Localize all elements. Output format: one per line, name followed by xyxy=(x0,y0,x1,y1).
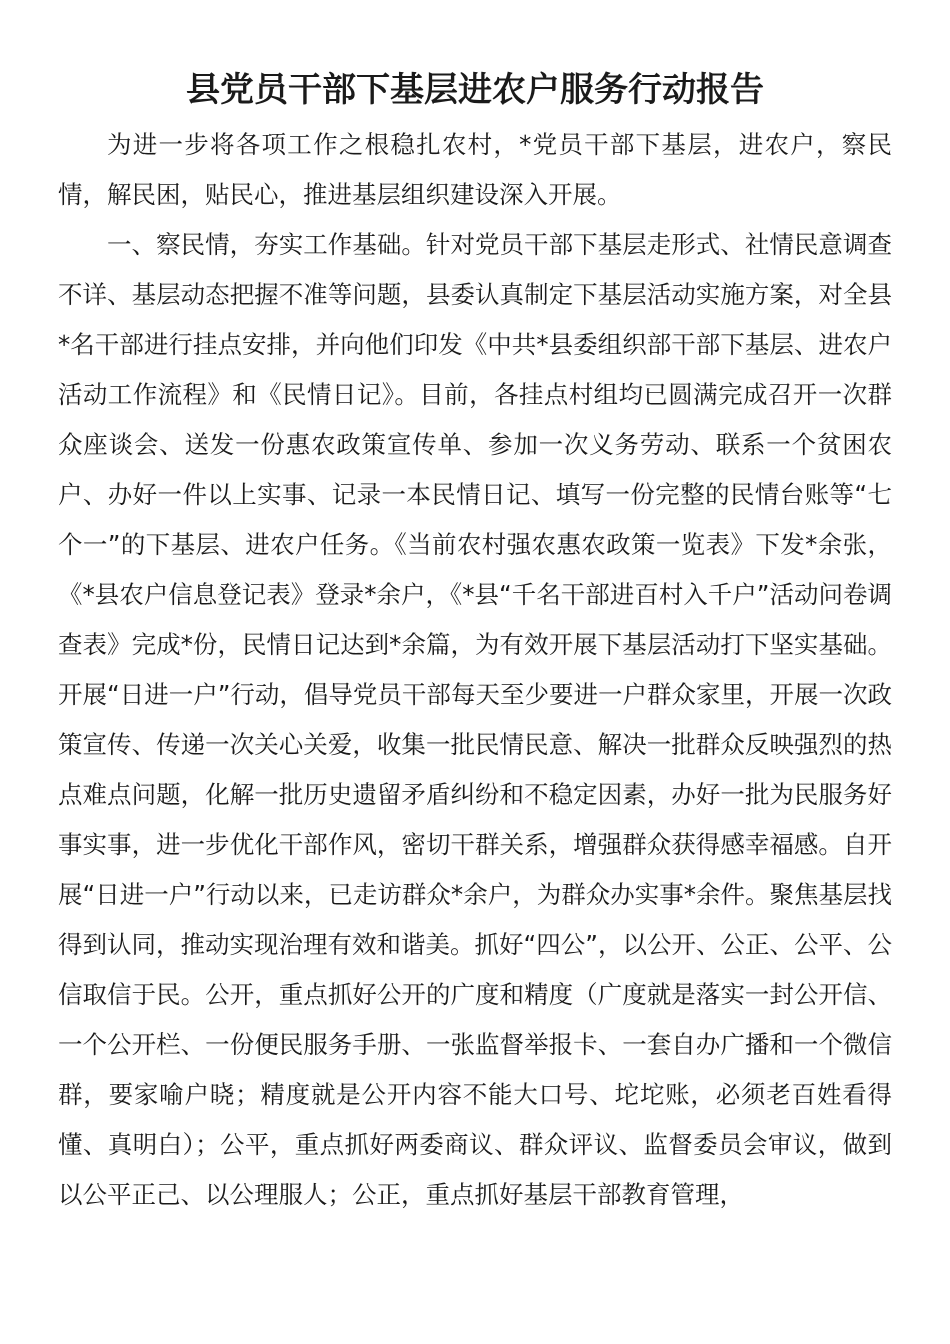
paragraph-intro: 为进一步将各项工作之根稳扎农村，*党员干部下基层，进农户，察民情，解民困，贴民心，推进基层组织建设深入开展。 xyxy=(58,130,892,209)
document-title: 县党员干部下基层进农户服务行动报告 xyxy=(186,70,764,110)
paragraph-section-one: 一、察民情，夯实工作基础。针对党员干部下基层走形式、社情民意调查不详、基层动态把握不准等问题，县委认真制定下基层活动实施方案，对全县*名干部进行挂点安排，并向他们印发《中共*县委组织部干部下基层、进农户活动工作流程》和《民情日记》。目前，各挂点村组均已圆满完成召开一次群众座谈会、送发一份惠农政策宣传单、参加一次义务劳动、联系一个贫困农户、办好一件以上实事、记录一本民情日记、填写一份完整的民情台账等“七个一”的下基层、进农户任务。《当前农村强农惠农政策一览表》下发*余张，《*县农户信息登记表》登录*余户，《*县“千名干部进百村入千户”活动问卷调查表》完成*份，民情日记达到*余篇，为有效开展下基层活动打下坚实基础。开展“日进一户”行动，倡导党员干部每天至少要进一户群众家里，开展一次政策宣传、传递一次关心关爱，收集一批民情民意、解决一批群众反映强烈的热点难点问题，化解一批历史遗留矛盾纠纷和不稳定因素，办好一批为民服务好事实事，进一步优化干部作风，密切干群关系，增强群众获得感幸福感。自开展“日进一户”行动以来，已走访群众*余户，为群众办实事*余件。聚焦基层找得到认同，推动实现治理有效和谐美。抓好“四公”，以公开、公正、公平、公信取信于民。公开，重点抓好公开的广度和精度（广度就是落实一封公开信、一个公开栏、一份便民服务手册、一张监督举报卡、一套自办广播和一个微信群，要家喻户晓；精度就是公开内容不能大口号、坨坨账，必须老百姓看得懂、真明白）；公平，重点抓好两委商议、群众评议、监督委员会审议，做到以公平正己、以公理服人；公正，重点抓好基层干部教育管理， xyxy=(58,230,892,1209)
